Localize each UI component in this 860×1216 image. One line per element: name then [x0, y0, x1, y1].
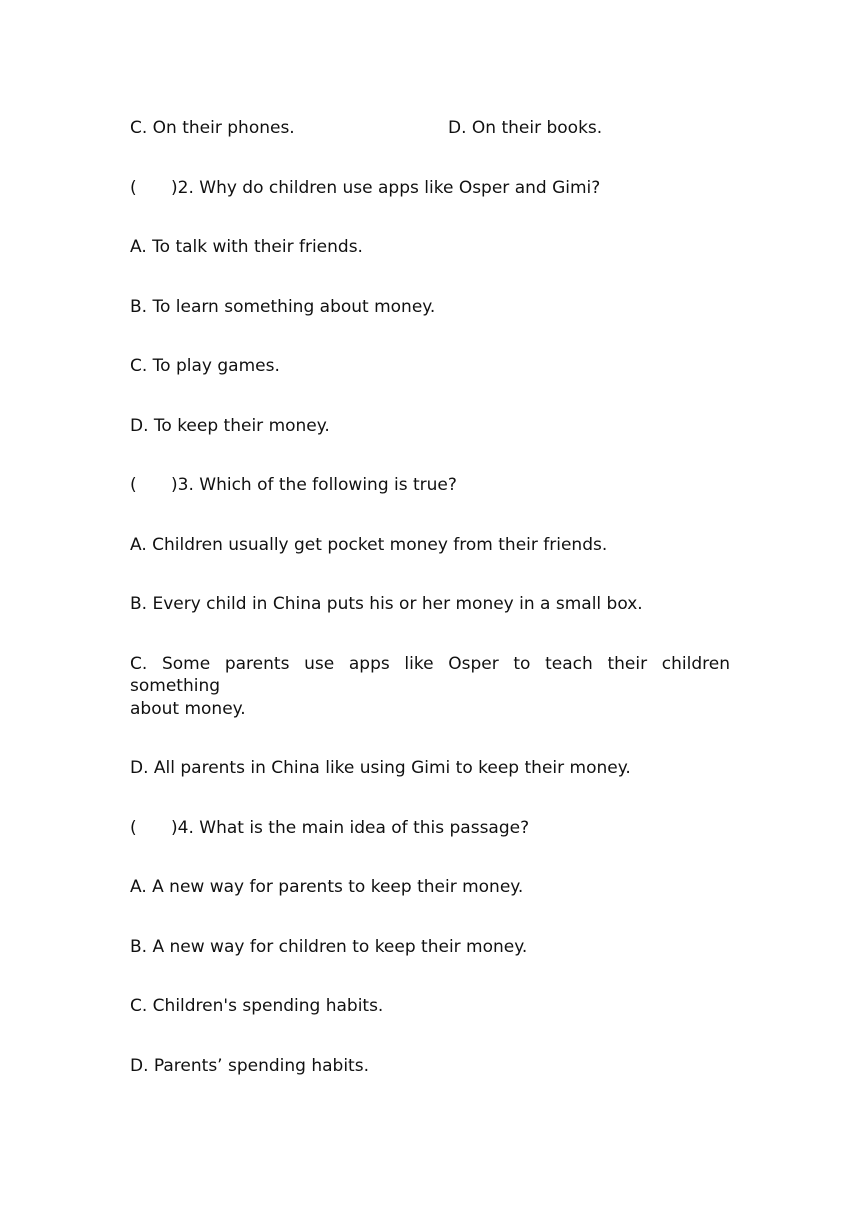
- question-2: [130, 177, 600, 199]
- q1-option-d: D. On their books.: [448, 118, 603, 138]
- answer-blank: (: [130, 475, 137, 495]
- q2-option-b: B. To learn something about money.: [130, 297, 436, 317]
- q2-option-d: D. To keep their money.: [130, 416, 330, 436]
- q4-option-b: B. A new way for children to keep their money.: [130, 937, 528, 957]
- question-3: [130, 474, 457, 496]
- q3-option-a: A. Children usually get pocket money from their friends.: [130, 535, 608, 555]
- q3-option-c: C. Some parents use apps like Osper to teach their children something: [130, 654, 730, 696]
- question-4: [130, 817, 529, 839]
- q4-option-a: A. A new way for parents to keep their money.: [130, 877, 524, 897]
- document-page: [130, 0, 730, 1216]
- question-text: )2. Why do children use apps like Osper and Gimi?: [171, 178, 601, 198]
- q3-option-c-continued: about money.: [130, 699, 246, 719]
- q3-option-b: B. Every child in China puts his or her money in a small box.: [130, 594, 643, 614]
- answer-blank: (: [130, 178, 137, 198]
- q4-option-d: D. Parents’ spending habits.: [130, 1056, 369, 1076]
- q4-option-c: C. Children's spending habits.: [130, 996, 384, 1016]
- question-text: )4. What is the main idea of this passage?: [171, 818, 530, 838]
- q2-option-c: C. To play games.: [130, 356, 280, 376]
- q1-option-c: C. On their phones.: [130, 118, 295, 138]
- answer-blank: (: [130, 818, 137, 838]
- q1-options-row: [130, 117, 603, 139]
- q3-option-d: D. All parents in China like using Gimi to keep their money.: [130, 758, 631, 778]
- question-text: )3. Which of the following is true?: [171, 475, 457, 495]
- q2-option-a: A. To talk with their friends.: [130, 237, 363, 257]
